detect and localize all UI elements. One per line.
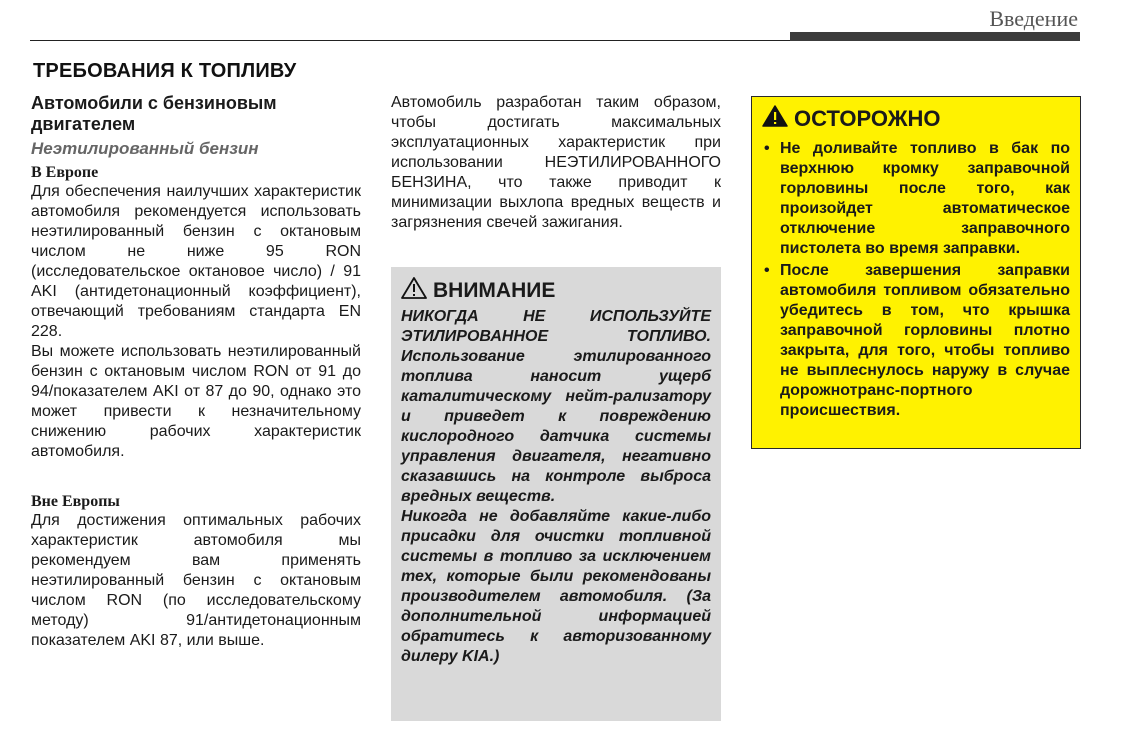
caution-list — [762, 139, 1070, 421]
intro-paragraph: Автомобиль разработан таким образом, чтобы достигать максимальных эксплуатационных характеристик при использовании НЕЭТИЛИРОВАННОГО БЕНЗИНА, что также приводит к минимизации выхлопа вредных веществ и загрязнения свечей зажигания. — [391, 94, 721, 231]
column-middle — [391, 93, 721, 233]
outside-europe-heading: Вне Европы — [31, 493, 120, 510]
caution-item: • Не доливайте топливо в бак по верхнюю кромку заправочной горловины после того, как произойдет автоматическое отключение заправочного пистолета во время заправки. — [762, 139, 1070, 259]
header-bar — [790, 32, 1080, 41]
notice-paragraph-1: НИКОГДА НЕ ИСПОЛЬЗУЙТЕ ЭТИЛИРОВАННОЕ ТОПЛИВО. Использование этилированного топлива наносит ущерб каталитическому нейт-рализатору и приведет к повреждению кислородного датчика системы управления двигателя, негативно сказавшись на контроле выброса вредных веществ. — [401, 308, 711, 505]
caution-title — [762, 105, 1070, 133]
notice-title — [401, 277, 711, 305]
unleaded-subheading: Неэтилированный бензин — [31, 139, 259, 158]
caution-item: • После завершения заправки автомобиля топливом обязательно убедитесь в том, что крышка заправочной горловины плотно закрыта, для того, чтобы топливо не выплеснулось наружу в случае дорожнотранс-портного происшествия. — [762, 261, 1070, 421]
caution-title-text: ОСТОРОЖНО — [794, 106, 941, 131]
outside-europe-paragraph: Для достижения оптимальных рабочих характеристик автомобиля мы рекомендуем вам применять неэтилированный бензин с октановым числом RON (по исследовательскому методу) 91/антидетонационным показателем AKI 87, или выше. — [31, 512, 361, 649]
section-header: Введение — [989, 6, 1078, 31]
notice-paragraph-2: Никогда не добавляйте какие-либо присадки для очистки топливной системы в топливо за исключением тех, которые были рекомендованы производителем автомобиля. (За дополнительной информацией обратитесь к авторизованному дилеру KIA.) — [401, 508, 711, 665]
notice-title-text: ВНИМАНИЕ — [433, 279, 556, 302]
warning-filled-triangle-icon — [762, 105, 788, 133]
notice-box — [391, 267, 721, 721]
europe-paragraph-1: Для обеспечения наилучших характеристик автомобиля рекомендуется использовать неэтилированный бензин с октановым числом не ниже 95 RON (исследовательское октановое число) / 91 AKI (антидетонационный коэффициент), отвечающий требованиям стандарта EN 228. — [31, 183, 361, 340]
caution-box — [751, 96, 1081, 449]
warning-outline-triangle-icon — [401, 277, 427, 305]
header-rule — [30, 40, 790, 41]
europe-heading: В Европе — [31, 164, 99, 181]
europe-paragraph-2: Вы можете использовать неэтилированный бензин с октановым числом RON от 91 до 94/показателем AKI от 87 до 90, однако это может привести к незначительному снижению рабочих характеристик автомобиля. — [31, 343, 361, 460]
gasoline-heading: Автомобили с бензиновым двигателем — [31, 93, 277, 134]
column-left — [31, 93, 361, 651]
page-title: ТРЕБОВАНИЯ К ТОПЛИВУ — [33, 60, 297, 82]
